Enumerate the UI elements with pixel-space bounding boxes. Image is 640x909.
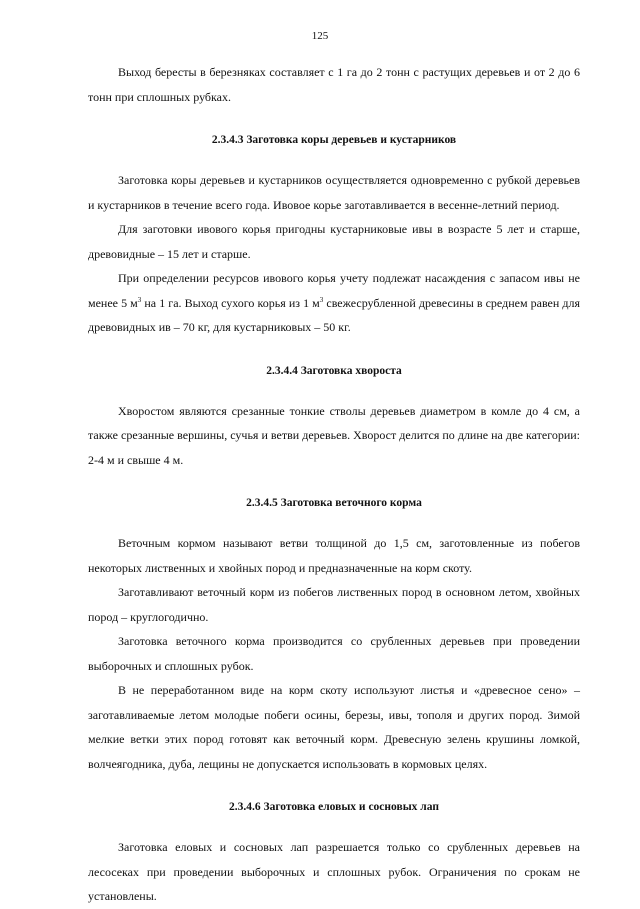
cubic-superscript: 3 [137, 295, 142, 304]
page-content [88, 60, 580, 909]
heading-brushwood: 2.3.4.4 Заготовка хвороста [266, 364, 402, 377]
heading-spruce-pine-paws: 2.3.4.6 Заготовка еловых и сосновых лап [229, 801, 439, 813]
paragraph-bark-3 [88, 266, 580, 340]
heading-bark-harvesting: 2.3.4.3 Заготовка коры деревьев и кустарников [211, 134, 457, 146]
paragraph-branch-feed-4: В не переработанном виде на корм скоту используют листья и «древесное сено» – заготавливаемые летом молодые побеги осины, березы, ивы, тополя и других пород. Зимой мелкие ветки этих пород готовят как веточный корм. Древесную зелень крушины ломкой, волчеягодника, дуба, лещины не допускается использовать в кормовых целях. [88, 683, 580, 771]
paragraph-brushwood-1: Хворостом являются срезанные тонкие стволы деревьев диаметром в комле до 4 см, а также срезанные вершины, сучья и ветви деревьев. Хворост делится по длине на две категории: 2-4 м и свыше 4 м. [88, 403, 580, 467]
paragraph-spruce-pine-1: Заготовка еловых и сосновых лап разрешается только со срубленных деревьев на лесосеках при проведении выборочных и сплошных рубок. Ограничения по срокам не установлены. [88, 840, 580, 903]
cubic-superscript: 3 [319, 295, 324, 304]
paragraph-branch-feed-2: Заготавливают веточный корм из побегов лиственных пород в основном летом, хвойных пород – круглогодично. [88, 585, 580, 624]
paragraph-bark-2: Для заготовки ивового корья пригодны кустарниковые ивы в возрасте 5 лет и старше, древовидные – 15 лет и старше. [88, 222, 580, 261]
paragraph-branch-feed-3: Заготовка веточного корма производится со срубленных деревьев при проведении выборочных и сплошных рубок. [88, 634, 580, 673]
bark-3-text-b: на 1 га. Выход сухого корья из 1 м [141, 295, 320, 310]
paragraph-birch-bark-yield: Выход бересты в березняках составляет с 1 га до 2 тонн с растущих деревьев и от 2 до 6 тонн при сплошных рубках. [88, 65, 580, 104]
paragraph-bark-1: Заготовка коры деревьев и кустарников осуществляется одновременно с рубкой деревьев и кустарников в течение всего года. Ивовое корье заготавливается в весенне-летний период. [88, 173, 580, 212]
bark-3-text-a: При определении ресурсов ивового корья учету подлежат насаждения с запасом ивы не менее 5 м [88, 271, 580, 310]
page-number: 125 [311, 30, 329, 42]
bark-3-text-c: свежесрубленной древесины в среднем равен для древовидных ив – 70 кг, для кустарниковых – 50 кг. [88, 295, 581, 334]
heading-branch-feed: 2.3.4.5 Заготовка веточного корма [246, 497, 422, 509]
paragraph-branch-feed-1: Веточным кормом называют ветви толщиной до 1,5 см, заготовленные из побегов некоторых лиственных и хвойных пород и предназначенные на корм скоту. [88, 536, 580, 575]
